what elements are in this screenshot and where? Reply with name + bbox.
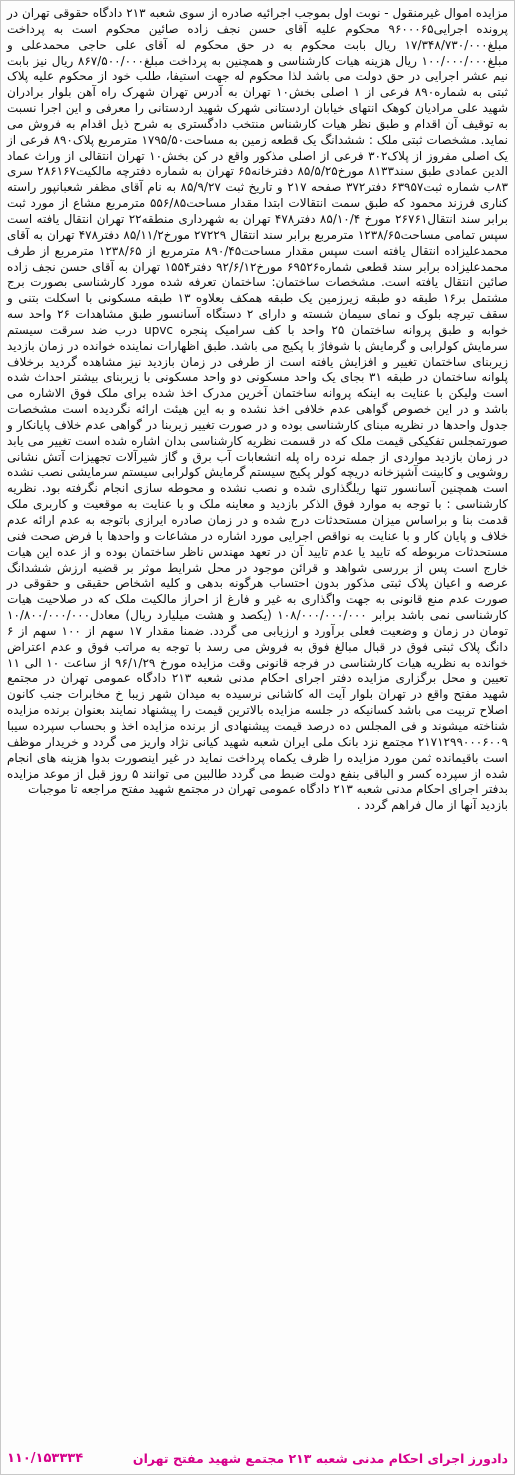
notice-body: مزایده اموال غیرمنقول - نوبت اول بموجب اجرائیه صادره از سوی شعبه ۲۱۳ دادگاه حقوقی تهران در پرونده اجرایی۹۶۰۰۰۶۵ محکوم علیه آقای حسن نجف زاده صائین محکوم است به پرداخت مبلغ۱۷/۳۴۸/۷۳۰/۰۰۰ ریال بابت محکوم به در حق محکوم له آقای علی حاجی محمدعلی و مبلغ۱۰۰/۰۰۰/۰۰۰ ریال هزینه هیات کارشناسی و همچنین به پرداخت مبلغ۸۶۷/۵۰۰/۰۰۰ ریال نیز بابت نیم عشر اجرایی در حق دولت می باشد لذا محکوم له جهت استیفا، طلب خود از محکوم علیه پلاک ثبتی به شماره۸۹۰ فرعی از ۱ اصلی بخش۱۰ تهران به آدرس تهران شهرک راه آهن بلوار برادران شهید علی مرادیان کوهک انتهای خیابان اردستانی شهرک شهید اردستانی را معرفی و این اجرا نسبت به توقیف آن اقدام و طبق نظر هیات کارشناس منتخب دادگستری به شرح ذیل اقدام به فروش می نماید. مشخصات ثبتی ملک : ششدانگ یک قطعه زمین به مساحت۱۷۹۵/۵۰ مترمربع پلاک۸۹۰ فرعی از یک اصلی مفروز از پلاک۳۰۲ فرعی از اصلی مذکور واقع در کن بخش۱۰ تهران انتقالی از وراث عماد الدین عمادی طبق سند۸۱۳۳ مورخ۸۵/۵/۲۵ دفترخانه۶۵ تهران به شماره دفترچه مالکیت۲۸۶۱۶۷ سری ۸۳ب شماره ثبت۶۳۹۵۷ دفتر۳۷۲ صفحه ۲۱۷ و تاریخ ثبت ۸۵/۹/۲۷ به نام آقای مظفر شعبانپور راسته کناری فرزند محمود که طبق سمت انتقالات ابتدا مقدار مساحت۵۵۶/۸۵ مترمربع مشاع از مورد ثبت برابر سند انتقال۲۶۷۶۱ مورخ ۸۵/۱۰/۴ دفتر۴۷۸ تهران به شهرداری منطقه۲۲ تهران انتقال یافته است سپس تمامی مساحت۱۲۳۸/۶۵ مترمربع برابر سند انتقال ۲۷۲۲۹ مورخ۸۵/۱۱/۲ دفتر۴۷۸ تهران به آقای محمدعلیزاده انتقال یافته است سپس مقدار مساحت۸۹۰/۴۵ مترمربع از ۱۲۳۸/۶۵ مترمربع از طرف محمدعلیزاده برابر سند قطعی شماره۶۹۵۲۶ مورخ۹۲/۶/۱۲ دفتر۱۵۵۴ تهران به آقای حسن نجف زاده صائین انتقال یافته است. مشخصات ساختمان: ساختمان تعرفه شده مورد کارشناسی بصورت برج مشتمل بر۱۶ طبقه دو طبقه زیرزمین یک طبقه همکف بعلاوه ۱۳ طبقه مسکونی با اسکلت بتنی و سقف تیرچه بلوک و نمای سیمان شسته و دارای ۲ دستگاه آسانسور طبق مشاهدات ۲۶ واحد سه خوابه و طبق پروانه ساختمان ۲۵ واحد با کف سرامیک پنجره upvc درب ضد سرقت سیستم سرمایش کولرابی و گرمایش با شوفاژ با پکیج می باشد. طبق اظهارات نماینده خوانده در زمان بازدید زیربنای ساختمان تغییر و افزایش یافته است از طرفی در زمان بازدید نیز مشاهده گردید برخلاف پلوانه ساختمان در طبقه ۳۱ بجای یک واحد مسکونی دو واحد مسکونی با زیربنای بیشتر احداث شده است ولیکن با عنایت به اینکه پروانه ساختمان آخرین مدرک اخذ شده برای ملک فوق الاشاره می باشد و در این خصوص گواهی عدم خلافی اخذ نشده و به این هیئت ارائه نگردیده است مشخصات جدول واحدها در نظریه مبنای کارشناسی بوده و در صورت تغییر زیربنا در گواهی عدم خلاف پایانکار و صورتمجلس تفکیکی قیمت ملک که در قسمت نظریه کارشناسی بدان اشاره شده است تغییر می یابد در زمان بازدید مواردی از جمله نرده راه پله انشعابات آب برق و گاز شیرآلات تجهیزات آتش نشانی روشویی و کابینت آشپزخانه دریچه کولر پکیج سیستم گرمایش کولرابی سیستم سرمایشی نصب نشده است همچنین آسانسور تنها ریلگذاری شده و نصب نشده و محوطه سازی انجام نگرفته بود. نظریه کارشناسی : با توجه به موارد فوق الذکر بازدید و معاینه ملک و با عنایت به موقعیت و کاربری ملک قدمت بنا و براساس میزان مستحدثات درج شده و در زمان صادره ایرازی باتوجه به عدم ارائه عدم خلاف و پایان کار و با عنایت به نواقص اجرایی مورد اشاره در مشاعات و واحدها با فرض صحت فنی مستحدثات مربوطه که تایید یا عدم تایید آن در تعهد مهندس ناظر ساختمان بوده و از عده این هیات خارج است پس از بررسی شواهد و قرائن موجود در محل شرایط موثر بر قضیه ارزش ششدانگ عرصه و اعیان پلاک ثبتی مذکور بدون احتساب هرگونه بدهی و کلیه اشخاص حقیقی و حقوقی در صورت عدم منع قانونی به جهت واگذاری به غیر و فارغ از احراز مالکیت ملک که در صلاحیت هیات کارشناسی نمی باشد برابر ۱۰۸/۰۰۰/۰۰۰/۰۰۰ (یکصد و هشت میلیارد ریال) معادل۱۰/۸۰۰/۰۰۰/۰۰۰ تومان در زمان و وضعیت فعلی برآورد و ارزیابی می گردد. ضمنا مقدار ۱۷ سهم از ۱۰۰ سهم از ۶ دانگ پلاک ثبتی فوق در قبال مبالغ فوق به فروش می رسد با توجه به مراتب فوق و عدم اعتراض خوانده به نظریه هیات کارشناسی در فرجه قانونی وقت مزایده مورخ ۹۶/۱/۲۹ از ساعت ۱۰ الی ۱۱ تعیین و محل برگزاری مزایده دفتر اجرای احکام مدنی شعبه ۲۱۳ دادگاه عمومی تهران در مجتمع شهید مفتح واقع در تهران بلوار آیت اله کاشانی نرسیده به میدان شهر زیبا خ مخابرات جنب کانون اصلاح تربیت می باشد کسانیکه در جلسه مزایده بالاترین قیمت را پیشنهاد نمایند بعنوان برنده مزایده شناخته میشوند و فی المجلس ده درصد قیمت پیشنهادی از برنده مزایده اخذ و بحساب سپرده سیبا ۲۱۷۱۲۹۹۰۰۰۶۰۰۹ مجتمع نزد بانک ملی ایران شعبه شهید کیانی نژاد واریز می گردد و خریدار موظف است باقیمانده ثمن مورد مزایده را ظرف یکماه پرداخت نماید در غیر اینصورت بدوا هزینه های انجام شده از سپرده کسر و الباقی بنفع دولت ضبط می گردد طالبین می توانند ۵ روز قبل از موعد مزایده بدفتر اجرای احکام مدنی شعبه ۲۱۳ دادگاه عمومی تهران در مجتمع شهید مفتح مراجعه تا موجبات: [7, 6, 509, 797]
footer-code: ۱۱۰/۱۵۳۳۳۴: [7, 1451, 84, 1466]
notice-closing-line: بازدید آنها از مال فراهم گردد .: [356, 798, 508, 813]
notice-footer: [7, 1451, 508, 1466]
footer-signature: دادورز اجرای احکام مدنی شعبه ۲۱۳ مجتمع شهید مفتح تهران: [132, 1451, 508, 1466]
